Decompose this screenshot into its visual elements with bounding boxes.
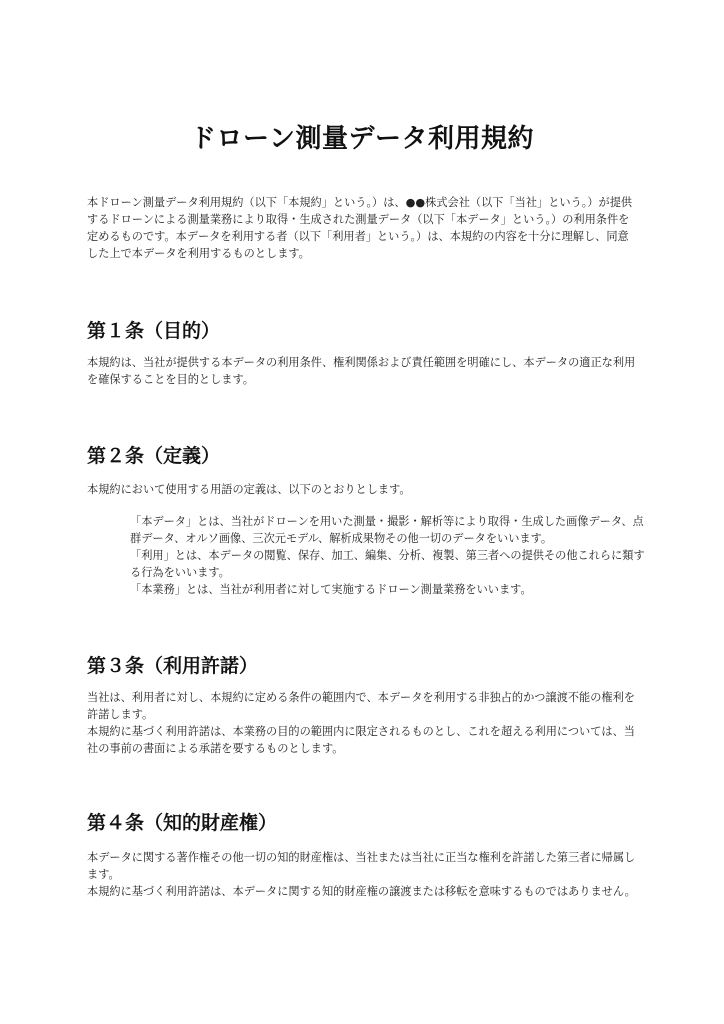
article-2-paragraph-1: 本規約において使用する用語の定義は、以下のとおりとします。 [87,483,411,496]
document-title: ドローン測量データ利用規約 [190,124,534,154]
article-3-paragraph-2: 本規約に基づく利用許諾は、本業務の目的の範囲内に限定されるものとし、これを超える利用については、当社の事前の書面による承諾を要するものとします。 [87,725,635,755]
definition-item-data: 「本データ」とは、当社がドローンを用いた測量・撮影・解析等により取得・生成した画像データ、点群データ、オルソ画像、三次元モデル、解析成果物その他一切のデータをいいます。 [130,515,644,545]
article-1-paragraph-1: 本規約は、当社が提供する本データの利用条件、権利関係および責任範囲を明確にし、本データの適正な利用を確保することを目的とします。 [87,356,636,386]
intro-paragraph [87,194,637,262]
article-3-body [87,689,637,757]
article-4-paragraph-2: 本規約に基づく利用許諾は、本データに関する知的財産権の譲渡または移転を意味するものではありません。 [87,885,636,898]
article-1-body [87,354,637,388]
article-3-heading: 第３条（利用許諾） [87,655,259,677]
article-4-heading: 第４条（知的財産権） [87,812,278,834]
article-1-heading: 第１条（目的） [87,320,221,342]
definition-list [130,513,650,598]
definition-item-use: 「利用」とは、本データの閲覧、保存、加工、編集、分析、複製、第三者への提供その他これらに類する行為をいいます。 [130,549,645,579]
intro-text: 本ドローン測量データ利用規約（以下「本規約」という。）は、●●株式会社（以下「当社」という。）が提供するドローンによる測量業務により取得・生成された測量データ（以下「本データ」という。）の利用条件を定めるものです。本データを利用する者（以下「利用者」という。）は、本規約の内容を十分に理解し、同意した上で本データを利用するものとします。 [87,196,633,260]
article-4-body [87,849,637,900]
article-2-body [87,481,637,498]
article-3-paragraph-1: 当社は、利用者に対し、本規約に定める条件の範囲内で、本データを利用する非独占的かつ譲渡不能の権利を許諾します。 [87,691,635,721]
definition-item-service: 「本業務」とは、当社が利用者に対して実施するドローン測量業務をいいます。 [130,583,532,596]
article-2-heading: 第２条（定義） [87,445,221,467]
article-4-paragraph-1: 本データに関する著作権その他一切の知的財産権は、当社または当社に正当な権利を許諾した第三者に帰属します。 [87,851,636,881]
